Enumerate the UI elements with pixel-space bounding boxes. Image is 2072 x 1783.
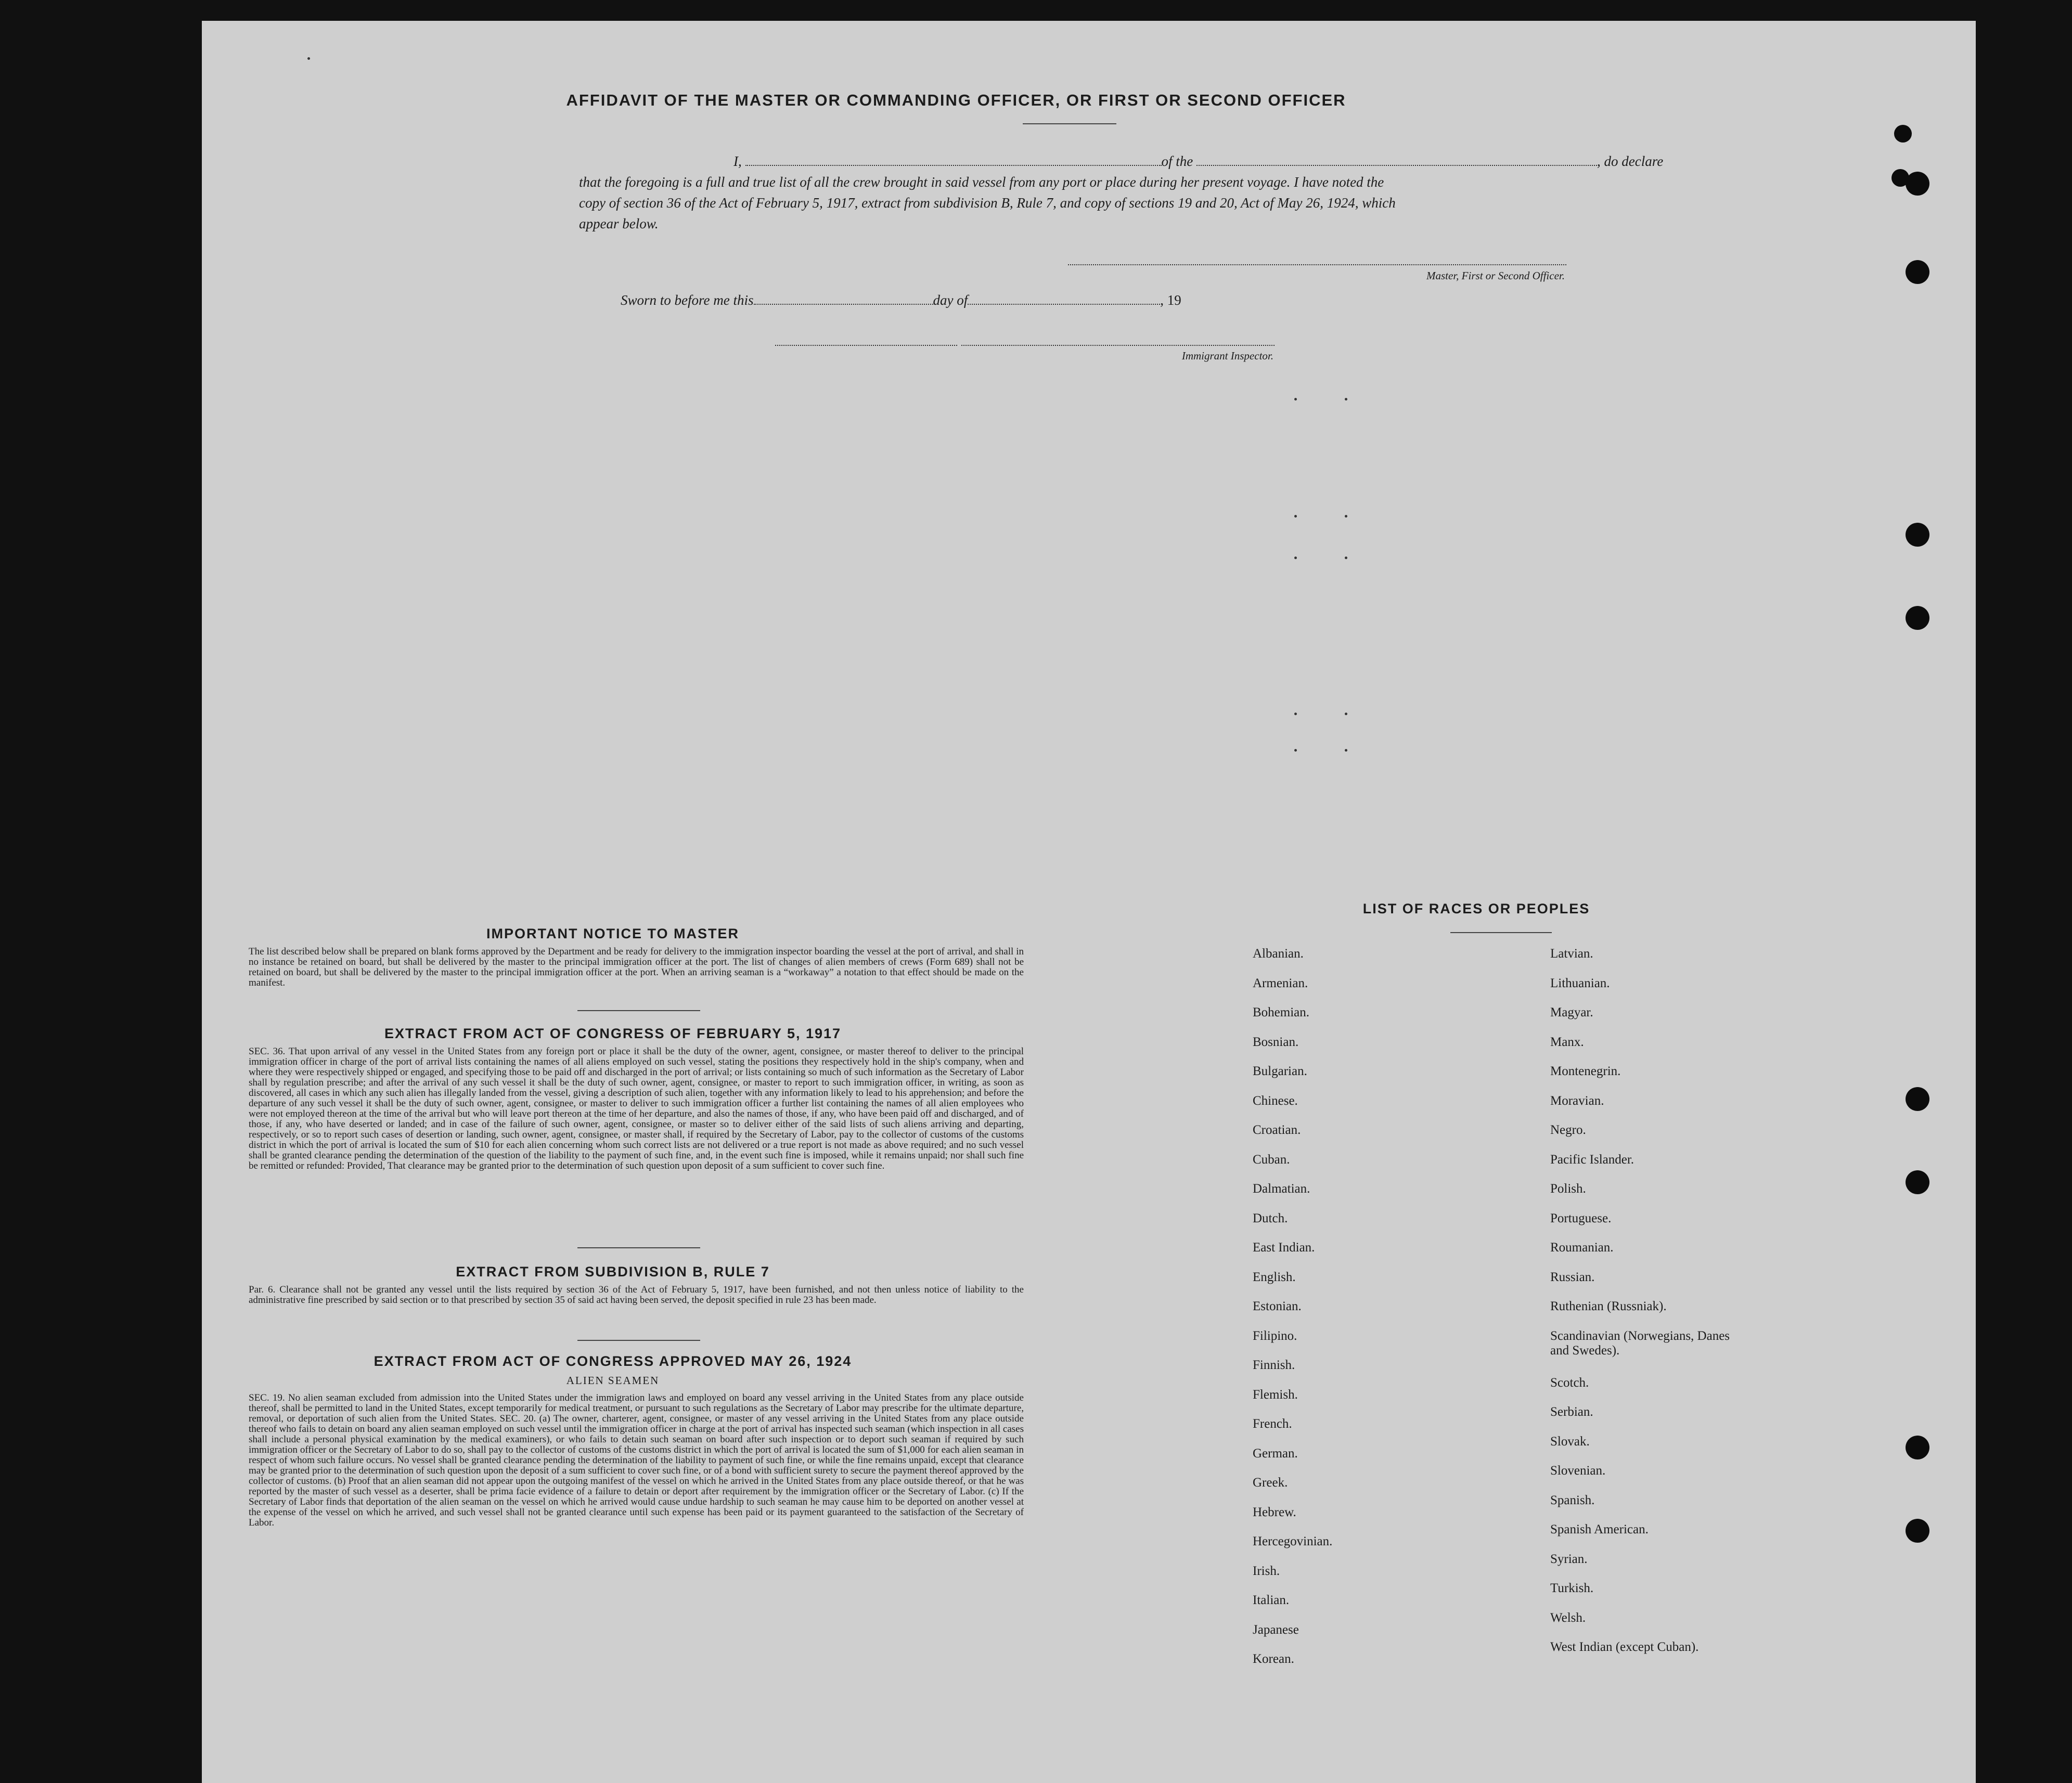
race-item: Polish. xyxy=(1550,1182,1586,1196)
inspector-line-b[interactable] xyxy=(961,345,1275,346)
punch-hole xyxy=(1906,1436,1929,1459)
race-item: Filipino. xyxy=(1253,1328,1297,1343)
race-item: West Indian (except Cuban). xyxy=(1550,1640,1699,1654)
race-item: Bulgarian. xyxy=(1253,1064,1307,1078)
punch-hole xyxy=(1906,172,1929,196)
notice-text: The list described below shall be prepared on blank forms approved by the Department and be ready for delivery to the immigration inspector boarding the vessel at the port of arrival, and shall in no instance be retained on board, but shall be delivered by the master to the principal immigration officer at the port. The list of changes of alien members of crews (Form 689) shall not be retained on board, but shall be delivered by the master to the principal immigration officer at the port. When an arriving seaman is a “workaway” a notation to that effect should be made on the manifest. xyxy=(249,946,1024,988)
race-item: Bosnian. xyxy=(1253,1035,1299,1049)
races-divider xyxy=(1450,932,1552,933)
race-item: Hebrew. xyxy=(1253,1505,1296,1519)
punch-hole xyxy=(1894,125,1912,143)
race-item: Dalmatian. xyxy=(1253,1182,1310,1196)
scan-speck xyxy=(1294,515,1297,518)
divider-2 xyxy=(577,1247,700,1248)
scan-speck xyxy=(1294,557,1297,559)
extract-1924-subtitle: ALIEN SEAMEN xyxy=(566,1374,660,1387)
race-item: Serbian. xyxy=(1550,1405,1593,1419)
race-item: Ruthenian (Russniak). xyxy=(1550,1299,1667,1313)
race-item: Russian. xyxy=(1550,1270,1595,1284)
race-item: Japanese xyxy=(1253,1622,1299,1637)
race-item: Korean. xyxy=(1253,1652,1294,1666)
scan-speck xyxy=(307,57,310,60)
notice-title: IMPORTANT NOTICE TO MASTER xyxy=(486,926,739,941)
scan-speck xyxy=(1345,557,1347,559)
extract-1924-title: EXTRACT FROM ACT OF CONGRESS APPROVED MAY 26, 1924 xyxy=(374,1353,852,1369)
race-item: Finnish. xyxy=(1253,1358,1295,1372)
race-item: Scandinavian (Norwegians, Danes and Swedes). xyxy=(1550,1328,1730,1358)
race-item: Welsh. xyxy=(1550,1610,1586,1625)
divider-3 xyxy=(577,1340,700,1341)
race-item: Croatian. xyxy=(1253,1123,1301,1137)
punch-hole xyxy=(1906,1087,1929,1111)
race-item: Roumanian. xyxy=(1550,1241,1614,1255)
race-item: Manx. xyxy=(1550,1035,1584,1049)
race-item: East Indian. xyxy=(1253,1241,1315,1255)
affidavit-i-label: I, xyxy=(733,153,742,169)
punch-hole xyxy=(1906,1170,1929,1194)
extract-1917-text: SEC. 36. That upon arrival of any vessel in the United States from any foreign port or place it shall be the duty of the owner, agent, consignee, or master thereof to deliver to the principal immigration officer in charge of the port of arrival lists containing the names of all aliens employed on such vessel, stating the positions they respectively hold in the ship's company, when and where they were respectively shipped or engaged, and specifying those to be paid off and discharged in the port of arrival; or lists containing so much of such information as the Secretary of Labor shall by regulation prescribe; and after the arrival of any such vessel it shall be the duty of such owner, agent, consignee, or master to report to such immigration officer, in writing, as soon as discovered, all cases in which any such alien has illegally landed from the vessel, giving a description of such alien, together with any information likely to lead to his apprehension; and before the departure of any such vessel it shall be the duty of such owner, agent, consignee, or master to deliver to such immigration officer a further list containing the names of all alien employees who were not employed thereon at the time of the arrival but who will leave port thereon at the time of her departure, and also the names of those, if any, who have been paid off and discharged, and of those, if any, who have deserted or landed; and in case of the failure of such owner, agent, consignee, or master so to deliver either of the said lists of such aliens arriving and departing, respectively, or so to report such cases of desertion or landing, such owner, agent, consignee, or master shall, if required by the Secretary of Labor, pay to the collector of customs of the customs district in which the port of arrival is located the sum of $10 for each alien concerning whom such correct lists are not delivered or a true report is not made as above required; and no such vessel shall be granted clearance pending the determination of the question of the liability to the payment of such fine, and, in the event such fine is imposed, while it remains unpaid; nor shall such fine be remitted or refunded: Provided, That clearance may be granted prior to the determination of such question upon deposit of a sum sufficient to cover such fine. xyxy=(249,1046,1024,1171)
punch-hole xyxy=(1906,260,1929,284)
document-page xyxy=(202,21,1976,1783)
race-item: Moravian. xyxy=(1550,1093,1604,1108)
race-item: German. xyxy=(1253,1446,1298,1461)
race-item: Estonian. xyxy=(1253,1299,1302,1313)
race-item: Irish. xyxy=(1253,1564,1280,1578)
scan-speck xyxy=(1294,749,1297,752)
races-title: LIST OF RACES OR PEOPLES xyxy=(1362,901,1590,916)
race-item: Magyar. xyxy=(1550,1005,1593,1019)
inspector-line-a[interactable] xyxy=(775,345,957,346)
race-item: Bohemian. xyxy=(1253,1005,1310,1019)
affidavit-line-4: appear below. xyxy=(579,216,659,231)
race-item: Turkish. xyxy=(1550,1581,1594,1595)
race-item: English. xyxy=(1253,1270,1296,1284)
affidavit-line-1 xyxy=(733,153,1774,170)
affidavit-line-3: copy of section 36 of the Act of February 5, 1917, extract from subdivision B, Rule 7, and copy of sections 19 and 20, Act of May 26, 1924, which xyxy=(579,195,1396,211)
sworn-year: , 19 xyxy=(1160,292,1181,308)
sworn-line xyxy=(621,292,1181,308)
race-item: Dutch. xyxy=(1253,1211,1288,1225)
extract-1917-title: EXTRACT FROM ACT OF CONGRESS OF FEBRUARY 5, 1917 xyxy=(384,1026,842,1041)
scan-speck xyxy=(1294,398,1297,400)
affidavit-title: AFFIDAVIT OF THE MASTER OR COMMANDING OFFICER, OR FIRST OR SECOND OFFICER xyxy=(566,91,1346,109)
race-item: Albanian. xyxy=(1253,947,1304,961)
race-item: Greek. xyxy=(1253,1476,1288,1490)
sworn-day-of: day of xyxy=(933,292,968,308)
punch-hole xyxy=(1891,169,1909,187)
race-item: Latvian. xyxy=(1550,947,1593,961)
divider-1 xyxy=(577,1010,700,1011)
scan-speck xyxy=(1294,713,1297,715)
affidavit-line-2: that the foregoing is a full and true list of all the crew brought in said vessel from any port or place during her present voyage. I have noted the xyxy=(579,174,1384,190)
scan-speck xyxy=(1345,515,1347,518)
race-item: Cuban. xyxy=(1253,1152,1290,1167)
race-item: Syrian. xyxy=(1550,1552,1588,1566)
race-item: Hercegovinian. xyxy=(1253,1534,1333,1548)
race-item: Chinese. xyxy=(1253,1093,1298,1108)
scan-speck xyxy=(1345,713,1347,715)
race-item: Portuguese. xyxy=(1550,1211,1612,1225)
extract-1924-text: SEC. 19. No alien seaman excluded from admission into the United States under the immigration laws and employed on board any vessel arriving in the United States from any place outside thereof, shall be permitted to land in the United States, except temporarily for medical treatment, or pursuant to such regulations as the Secretary of Labor may prescribe for the ultimate departure, removal, or deportation of such alien from the United States. SEC. 20. (a) The owner, charterer, agent, consignee, or master of any vessel arriving in the United States from any place outside thereof who fails to detain on board any alien seaman employed on such vessel until the immigration officer in charge at the port of arrival has inspected such seaman (which inspection in all cases shall include a personal physical examination by the medical examiners), or who fails to detain such seaman on board after such inspection or to deport such seaman if required by such immigration officer or the Secretary of Labor to do so, shall pay to the collector of customs of the customs district in which the port of arrival is located the sum of $1,000 for each alien seaman in respect of whom such failure occurs. No vessel shall be granted clearance pending the determination of the liability to payment of such fine, or while the fine remains unpaid, except that clearance may be granted prior to the determination of such question upon the deposit of a sum sufficient to cover such fine, or of a bond with sufficient surety to secure the payment thereof approved by the collector of customs. (b) Proof that an alien seaman did not appear upon the outgoing manifest of the vessel on which he arrived in the United States from any place outside thereof, or that he was reported by the master of such vessel as a deserter, shall be prima facie evidence of a failure to detain or deport after requirement by the immigration officer or the Secretary of Labor. (c) If the Secretary of Labor finds that deportation of the alien seaman on the vessel on which he arrived would cause undue hardship to such seaman he may cause him to be deported on another vessel at the expense of the vessel on which he arrived, and such vessel shall not be granted clearance until such expense has been paid or its payment guaranteed to the satisfaction of the Secretary of Labor. xyxy=(249,1392,1024,1528)
punch-hole xyxy=(1906,1519,1929,1543)
race-item: Slovenian. xyxy=(1550,1464,1606,1478)
race-item: Pacific Islander. xyxy=(1550,1152,1635,1167)
sworn-prefix: Sworn to before me this xyxy=(621,292,754,308)
scan-speck xyxy=(1345,398,1347,400)
extract-rule7-title: EXTRACT FROM SUBDIVISION B, RULE 7 xyxy=(456,1264,770,1280)
inspector-label: Immigrant Inspector. xyxy=(1181,350,1273,362)
vessel-blank[interactable] xyxy=(1196,153,1597,166)
master-signature-line[interactable] xyxy=(1068,264,1566,265)
race-item: Spanish. xyxy=(1550,1493,1595,1507)
punch-hole xyxy=(1906,523,1929,547)
sworn-month-blank[interactable] xyxy=(968,292,1160,305)
race-item: Negro. xyxy=(1550,1123,1586,1137)
race-item: Spanish American. xyxy=(1550,1522,1649,1536)
race-item: Armenian. xyxy=(1253,976,1308,990)
master-signature-label: Master, First or Second Officer. xyxy=(1426,269,1565,282)
sworn-day-blank[interactable] xyxy=(754,292,933,305)
race-item: Flemish. xyxy=(1253,1387,1298,1402)
race-item: French. xyxy=(1253,1417,1292,1431)
of-the-label: of the xyxy=(1161,153,1193,169)
race-item: Slovak. xyxy=(1550,1434,1590,1449)
race-item: Italian. xyxy=(1253,1593,1290,1607)
race-item: Montenegrin. xyxy=(1550,1064,1621,1078)
scan-speck xyxy=(1345,749,1347,752)
punch-hole xyxy=(1906,606,1929,630)
races-left-column xyxy=(1253,947,1523,1690)
name-blank[interactable] xyxy=(745,153,1162,166)
race-item: Scotch. xyxy=(1550,1375,1589,1390)
races-right-column xyxy=(1550,947,1821,1690)
extract-rule7-text: Par. 6. Clearance shall not be granted any vessel until the lists required by section 36 of the Act of February 5, 1917, have been furnished, and not then unless notice of liability to the administrative fine prescribed by said section or to that prescribed by section 35 of said act having been served, the deposit specified in rule 23 has been made. xyxy=(249,1284,1024,1306)
do-declare-label: , do declare xyxy=(1597,153,1664,169)
race-item: Lithuanian. xyxy=(1550,976,1610,990)
title-divider xyxy=(1023,123,1116,124)
